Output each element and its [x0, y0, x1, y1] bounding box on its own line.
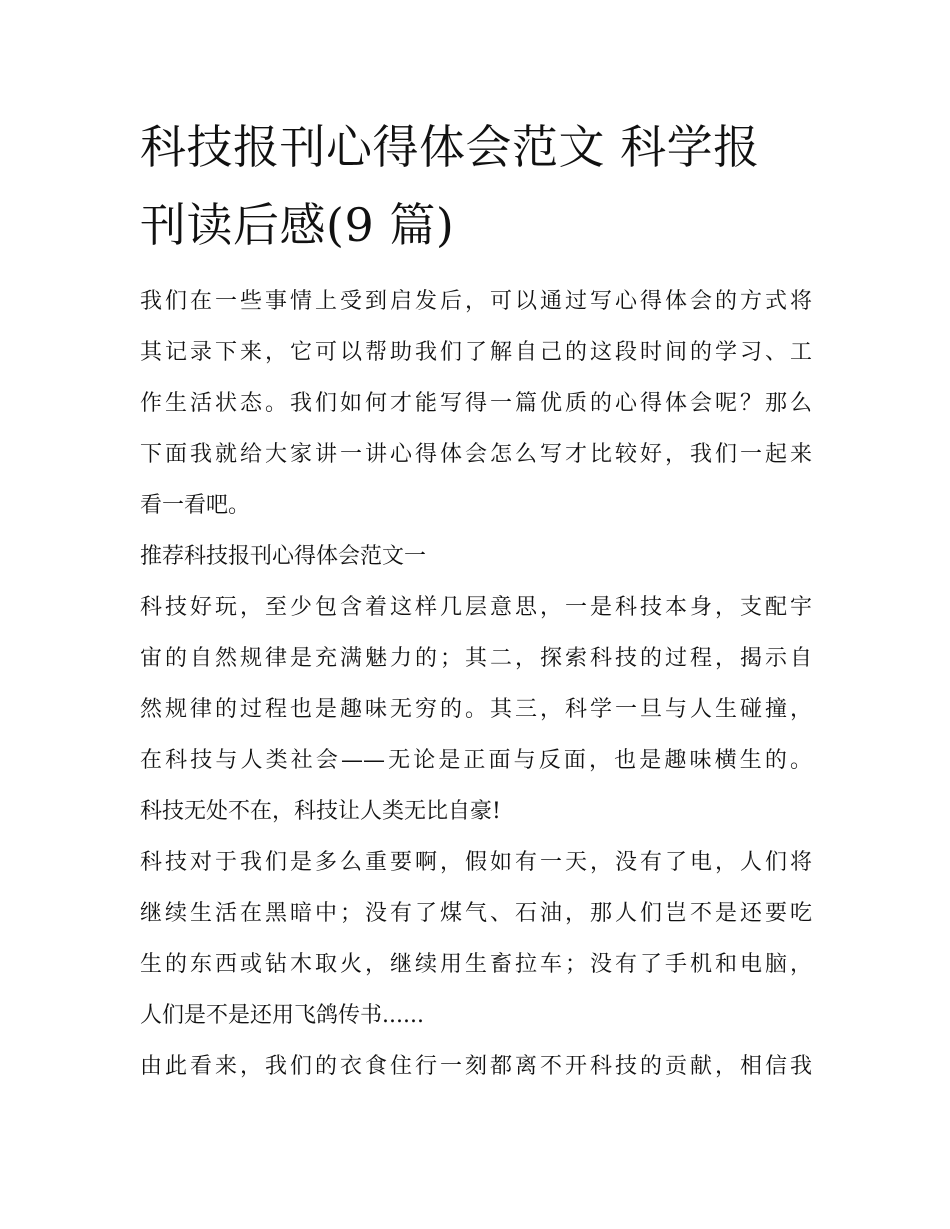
text-line: 继续生活在黑暗中；没有了煤气、石油，那人们岂不是还要吃 [140, 901, 812, 926]
text-line: 生的东西或钻木取火，继续用生畜拉车；没有了手机和电脑， [140, 952, 812, 977]
title-line: 科技报刊心得体会范文 科学报 [140, 120, 760, 174]
text-line: 我们在一些事情上受到启发后，可以通过写心得体会的方式将 [140, 289, 812, 314]
text-line: 科技无处不在，科技让人类无比自豪! [140, 799, 501, 824]
body-paragraph [140, 582, 812, 837]
text-line: 其记录下来，它可以帮助我们了解自己的这段时间的学习、工 [140, 340, 812, 365]
title-line: 刊读后感(9 篇) [140, 198, 455, 252]
text-line: 由此看来，我们的衣食住行一刻都离不开科技的贡献，相信我 [140, 1054, 812, 1079]
document-page [140, 108, 812, 1092]
text-line: 下面我就给大家讲一讲心得体会怎么写才比较好，我们一起来 [140, 442, 812, 467]
document-body [140, 276, 812, 1092]
text-line: 然规律的过程也是趣味无穷的。其三，科学一旦与人生碰撞， [140, 697, 812, 722]
text-line: 科技好玩，至少包含着这样几层意思，一是科技本身，支配宇 [140, 595, 812, 620]
intro-paragraph [140, 276, 812, 531]
body-paragraph [140, 1041, 812, 1092]
text-line: 科技对于我们是多么重要啊，假如有一天，没有了电，人们将 [140, 850, 812, 875]
text-line: 推荐科技报刊心得体会范文一 [140, 544, 427, 569]
text-line: 人们是不是还用飞鸽传书...... [140, 1003, 424, 1028]
body-paragraph [140, 837, 812, 1041]
text-line: 在科技与人类社会——无论是正面与反面，也是趣味横生的。 [140, 748, 812, 773]
text-line: 作生活状态。我们如何才能写得一篇优质的心得体会呢？那么 [140, 391, 812, 416]
text-line: 宙的自然规律是充满魅力的；其二，探索科技的过程，揭示自 [140, 646, 812, 671]
document-title [140, 108, 812, 264]
text-line: 看一看吧。 [140, 493, 251, 518]
section-heading [140, 531, 812, 582]
